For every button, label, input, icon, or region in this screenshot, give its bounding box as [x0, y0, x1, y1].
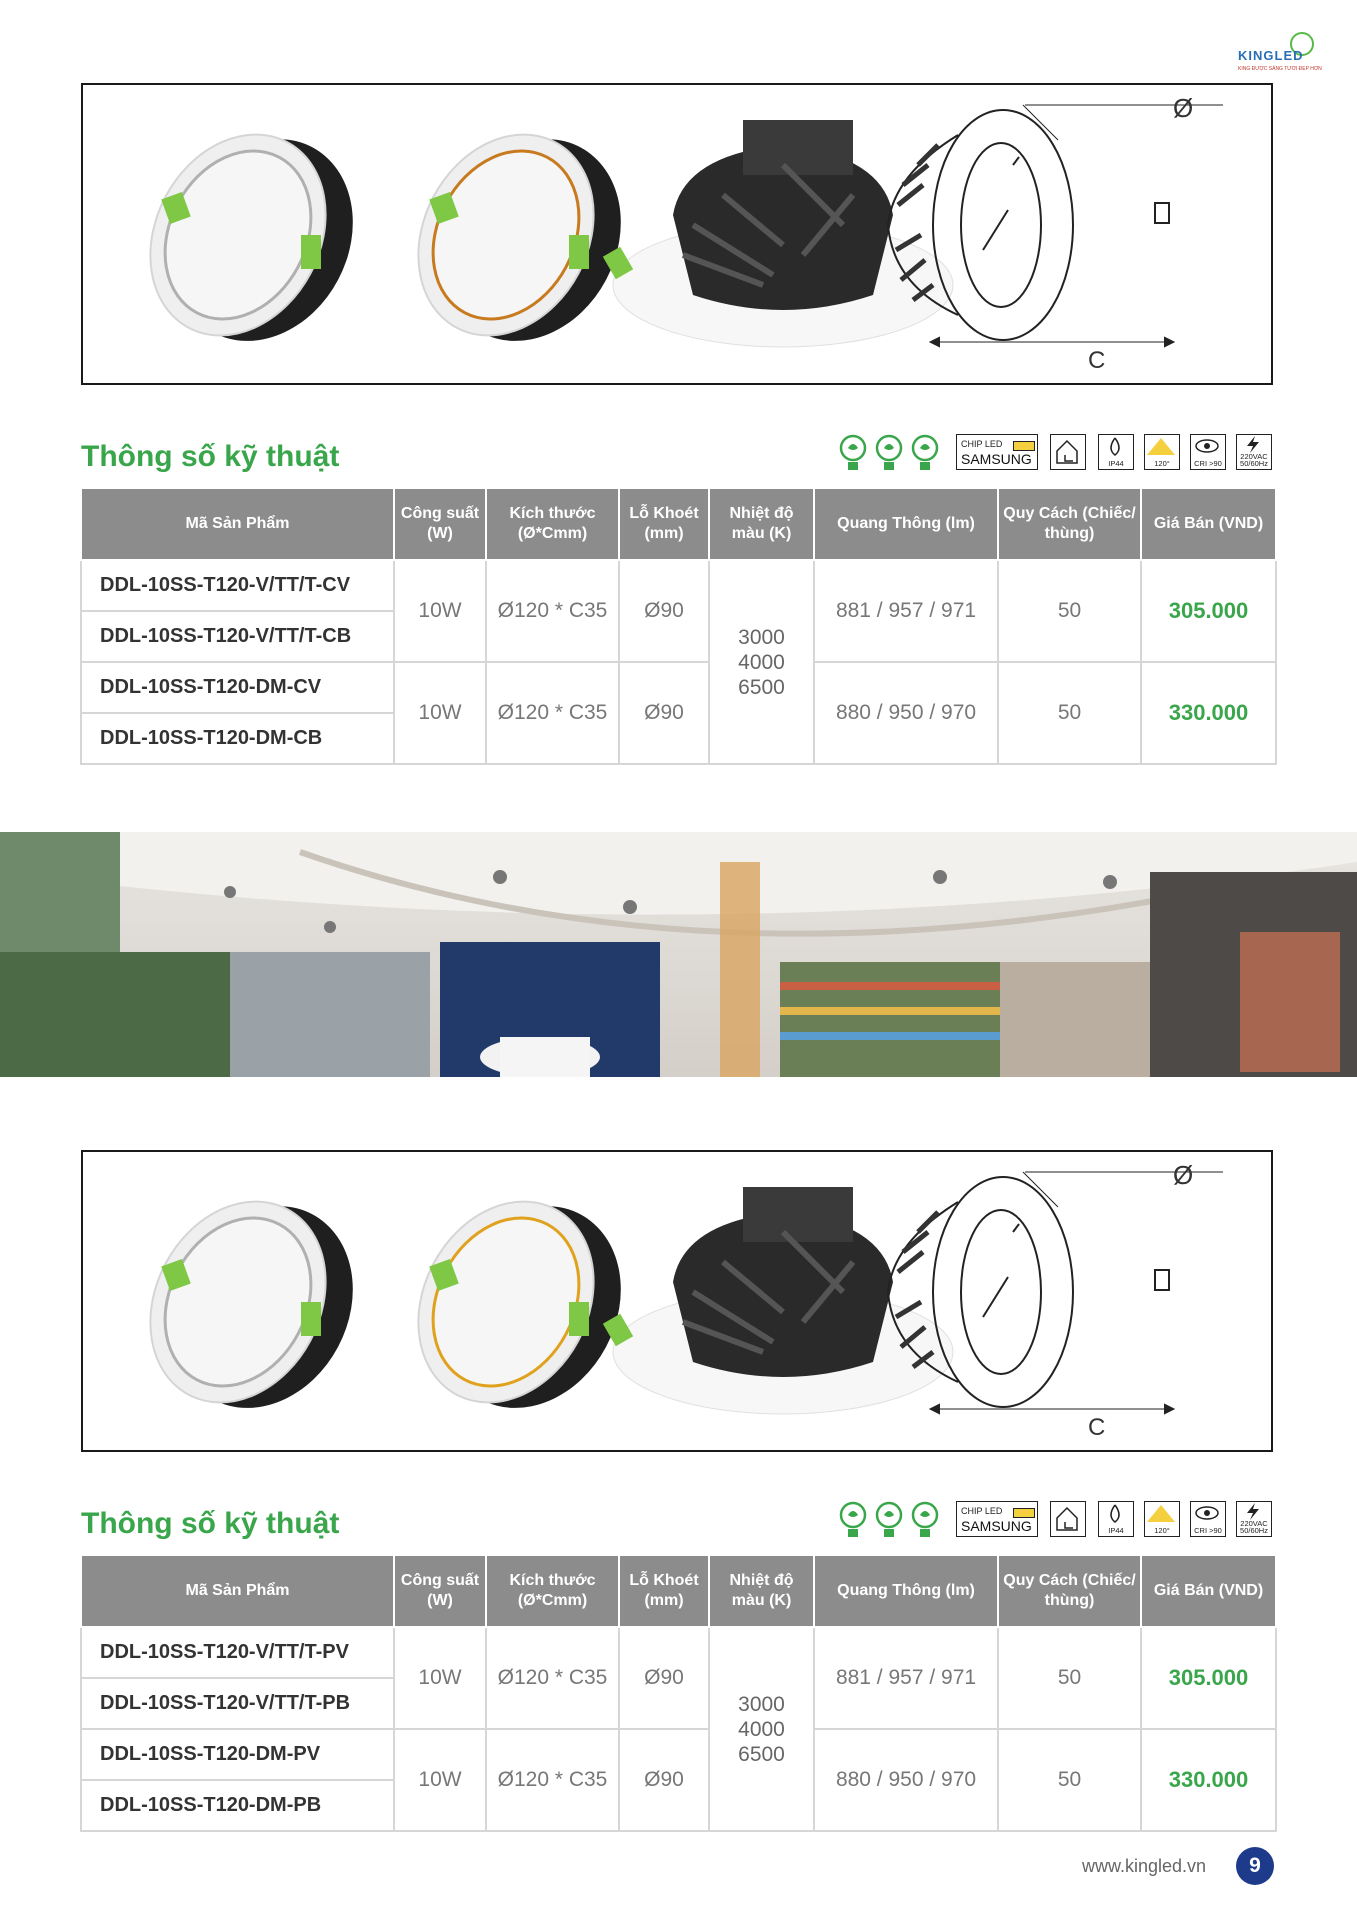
color-temp-6500: 6500 [738, 1742, 785, 1766]
downlight-gold-image [384, 1171, 655, 1440]
header-packing: Quy Cách (Chiếc/ thùng) [998, 488, 1141, 560]
chip-icon [1013, 1508, 1035, 1518]
cri-badge [1190, 1501, 1226, 1537]
price-value: 305.000 [1141, 560, 1276, 662]
eco-bulb-icon [910, 434, 940, 472]
size-value: Ø120 * C35 [486, 1627, 619, 1729]
header-cutout: Lỗ Khoét (mm) [619, 488, 709, 560]
chip-led-label: CHIP LED [961, 439, 1003, 449]
product-images-frame-1 [81, 83, 1273, 385]
ip-label: IP44 [1108, 459, 1124, 468]
c-dimension-label: C [1088, 1414, 1106, 1441]
cutout-value: Ø90 [619, 1729, 709, 1831]
cri-label: CRI >90 [1194, 1526, 1222, 1535]
color-temp-3000: 3000 [738, 1692, 785, 1716]
price-value: 305.000 [1141, 1627, 1276, 1729]
eco-bulb-icon [838, 1501, 868, 1539]
downlight-gold-image [384, 104, 655, 373]
indoor-house-icon [1050, 1501, 1086, 1537]
lumen-value: 881 / 957 / 971 [814, 1627, 998, 1729]
interior-photo-banner [0, 832, 1357, 1077]
angle-label: 120° [1154, 1526, 1170, 1535]
ip44-badge [1098, 1501, 1134, 1537]
header-size: Kích thước (Ø*Cmm) [486, 1555, 619, 1627]
product-code: DDL-10SS-T120-DM-CB [81, 713, 394, 764]
diameter-label: Ø [1173, 1160, 1194, 1190]
table-row [81, 560, 1276, 611]
logo-text: KINGLED [1238, 48, 1304, 63]
color-temp-4000: 4000 [738, 1717, 785, 1741]
header-price: Giá Bán (VND) [1141, 1555, 1276, 1627]
product-code: DDL-10SS-T120-V/TT/T-CV [81, 560, 394, 611]
beam-angle-badge [1144, 434, 1180, 470]
cutout-value: Ø90 [619, 560, 709, 662]
kingled-logo [1238, 28, 1338, 78]
eco-bulb-icon [874, 434, 904, 472]
downlight-silver-image [116, 1171, 387, 1440]
color-temp-values [709, 560, 814, 764]
product-images-frame-2 [81, 1150, 1273, 1452]
header-lumen: Quang Thông (lm) [814, 1555, 998, 1627]
eco-bulb-icon [838, 434, 868, 472]
header-color-temp: Nhiệt độ màu (K) [709, 1555, 814, 1627]
water-drop-icon [1099, 435, 1132, 459]
eye-icon [1191, 1502, 1224, 1524]
price-value: 330.000 [1141, 662, 1276, 764]
size-value: Ø120 * C35 [486, 560, 619, 662]
voltage-badge [1236, 1501, 1272, 1537]
price-value: 330.000 [1141, 1729, 1276, 1831]
packing-value: 50 [998, 1729, 1141, 1831]
table-row [81, 1729, 1276, 1780]
lumen-value: 881 / 957 / 971 [814, 560, 998, 662]
feature-badges [838, 1501, 1274, 1541]
frequency-label: 50/60Hz [1240, 459, 1268, 468]
eye-icon [1191, 435, 1224, 457]
header-lumen: Quang Thông (lm) [814, 488, 998, 560]
beam-angle-icon [1145, 1502, 1178, 1524]
spec-table-2 [80, 1554, 1277, 1832]
power-value: 10W [394, 662, 486, 764]
packing-value: 50 [998, 560, 1141, 662]
downlight-back-image [603, 1187, 953, 1414]
color-temp-6500: 6500 [738, 675, 785, 699]
chip-led-samsung-badge [956, 434, 1038, 470]
table-header-row [81, 1555, 1276, 1627]
eco-bulb-icon [874, 1501, 904, 1539]
table-row [81, 1627, 1276, 1678]
header-price: Giá Bán (VND) [1141, 488, 1276, 560]
frequency-label: 50/60Hz [1240, 1526, 1268, 1535]
table-row [81, 662, 1276, 713]
downlight-back-image [603, 120, 953, 347]
c-dimension-label: C [1088, 347, 1106, 374]
header-power: Công suất (W) [394, 1555, 486, 1627]
chip-led-label: CHIP LED [961, 1506, 1003, 1516]
size-value: Ø120 * C35 [486, 1729, 619, 1831]
product-code: DDL-10SS-T120-V/TT/T-CB [81, 611, 394, 662]
header-packing: Quy Cách (Chiếc/ thùng) [998, 1555, 1141, 1627]
color-temp-3000: 3000 [738, 625, 785, 649]
voltage-label: 220VAC [1240, 1519, 1268, 1528]
chip-led-samsung-badge [956, 1501, 1038, 1537]
lightning-icon [1237, 435, 1270, 453]
samsung-label: SAMSUNG [961, 1518, 1032, 1534]
page-number: 9 [1236, 1847, 1274, 1885]
packing-value: 50 [998, 1627, 1141, 1729]
packing-value: 50 [998, 662, 1141, 764]
beam-angle-icon [1145, 435, 1178, 457]
voltage-label: 220VAC [1240, 452, 1268, 461]
feature-badges [838, 434, 1274, 474]
product-code: DDL-10SS-T120-DM-PV [81, 1729, 394, 1780]
product-code: DDL-10SS-T120-DM-PB [81, 1780, 394, 1831]
header-size: Kích thước (Ø*Cmm) [486, 488, 619, 560]
water-drop-icon [1099, 1502, 1132, 1526]
power-value: 10W [394, 1729, 486, 1831]
product-code: DDL-10SS-T120-V/TT/T-PV [81, 1627, 394, 1678]
logo-tagline: KING ĐƯỢC SÁNG TƯƠI ĐẸP HƠN [1238, 66, 1322, 72]
color-temp-values [709, 1627, 814, 1831]
size-value: Ø120 * C35 [486, 662, 619, 764]
beam-angle-badge [1144, 1501, 1180, 1537]
chip-icon [1013, 441, 1035, 451]
header-cutout: Lỗ Khoét (mm) [619, 1555, 709, 1627]
samsung-label: SAMSUNG [961, 451, 1032, 467]
indoor-house-icon [1050, 434, 1086, 470]
cri-label: CRI >90 [1194, 459, 1222, 468]
section-title: Thông số kỹ thuật [81, 440, 340, 473]
product-code: DDL-10SS-T120-DM-CV [81, 662, 394, 713]
lightning-icon [1237, 1502, 1270, 1520]
header-product-code: Mã Sản Phẩm [81, 1555, 394, 1627]
section-title: Thông số kỹ thuật [81, 1507, 340, 1540]
downlight-silver-image [116, 104, 387, 373]
diameter-label: Ø [1173, 93, 1194, 123]
spec-table-1 [80, 487, 1277, 765]
header-power: Công suất (W) [394, 488, 486, 560]
cutout-value: Ø90 [619, 1627, 709, 1729]
website-link[interactable]: www.kingled.vn [1082, 1856, 1207, 1876]
voltage-badge [1236, 434, 1272, 470]
lumen-value: 880 / 950 / 970 [814, 1729, 998, 1831]
eco-bulb-icon [910, 1501, 940, 1539]
cutout-value: Ø90 [619, 662, 709, 764]
ip-label: IP44 [1108, 1526, 1124, 1535]
lumen-value: 880 / 950 / 970 [814, 662, 998, 764]
angle-label: 120° [1154, 459, 1170, 468]
product-code: DDL-10SS-T120-V/TT/T-PB [81, 1678, 394, 1729]
header-color-temp: Nhiệt độ màu (K) [709, 488, 814, 560]
color-temp-4000: 4000 [738, 650, 785, 674]
power-value: 10W [394, 1627, 486, 1729]
power-value: 10W [394, 560, 486, 662]
cri-badge [1190, 434, 1226, 470]
table-header-row [81, 488, 1276, 560]
header-product-code: Mã Sản Phẩm [81, 488, 394, 560]
ip44-badge [1098, 434, 1134, 470]
